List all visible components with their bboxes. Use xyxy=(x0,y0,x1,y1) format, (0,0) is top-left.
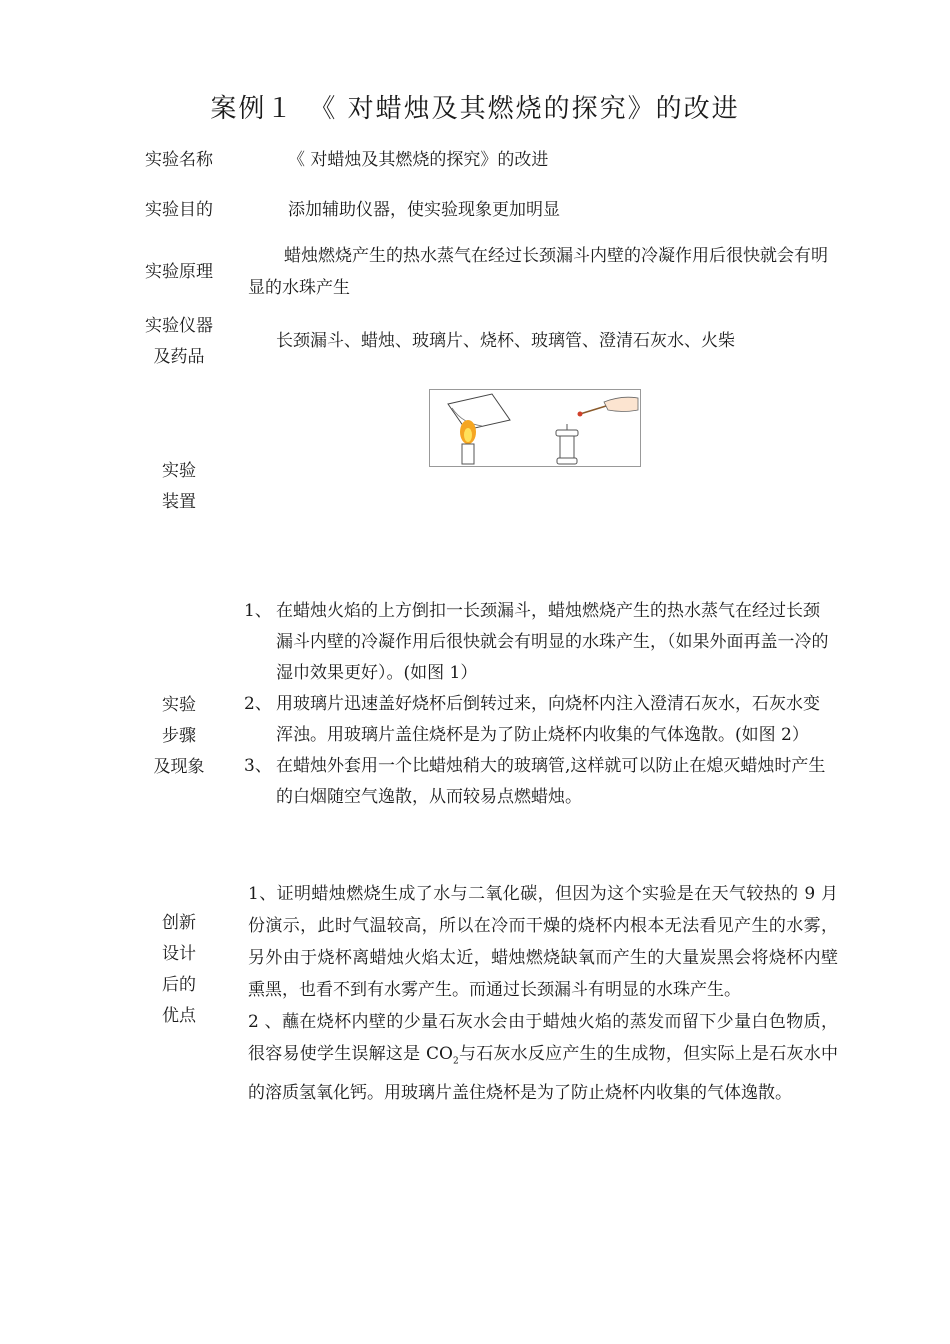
step-item-3 xyxy=(244,751,834,813)
label-steps-line2: 步骤 xyxy=(162,726,196,746)
candle-with-cover-figure xyxy=(448,394,510,464)
page-title: 案例１ 《 对蜡烛及其燃烧的探究》的改进 xyxy=(210,94,740,124)
steps-list xyxy=(244,596,834,813)
advantage-paragraph-2-part-b: 与石灰水反应产生的生成物，但实际上是石灰水中的溶质氢氧化钙。用玻璃片盖住烧杯是为了防止烧杯内收集的气体逸散。 xyxy=(248,1044,838,1104)
label-steps-line1: 实验 xyxy=(162,695,196,715)
label-steps-line3: 及现象 xyxy=(153,757,205,777)
apparatus-figure xyxy=(429,389,641,467)
step-text: 用玻璃片迅速盖好烧杯后倒转过来，向烧杯内注入澄清石灰水，石灰水变浑浊。用玻璃片盖住烧杯是为了防止烧杯内收集的气体逸散。(如图 2） xyxy=(276,694,820,745)
advantage-paragraph-2-part-a: 2 、蘸在烧杯内壁的少量石灰水会由于蜡烛火焰的蒸发而留下少量白色物质，很容易使学生误解这是 CO xyxy=(248,1012,838,1064)
label-instruments xyxy=(124,311,234,373)
instruments-value: 长颈漏斗、蜡烛、玻璃片、烧杯、玻璃管、澄清石灰水、火柴 xyxy=(276,331,735,351)
label-experiment-purpose: 实验目的 xyxy=(145,200,213,220)
step-text: 在蜡烛外套用一个比蜡烛稍大的玻璃管,这样就可以防止在熄灭蜡烛时产生的白烟随空气逸散，从而较易点燃蜡烛。 xyxy=(276,756,826,807)
label-instruments-line1: 实验仪器 xyxy=(145,316,213,336)
label-setup xyxy=(124,456,234,518)
co2-subscript: 2 xyxy=(452,1056,459,1067)
candle-with-match-figure xyxy=(556,397,638,464)
step-text: 在蜡烛火焰的上方倒扣一长颈漏斗，蜡烛燃烧产生的热水蒸气在经过长颈漏斗内壁的冷凝作用后很快就会有明显的水珠产生，（如果外面再盖一冷的湿巾效果更好）。(如图 1） xyxy=(276,601,829,683)
experiment-purpose-value: 添加辅助仪器，使实验现象更加明显 xyxy=(288,200,560,220)
apparatus-drawing xyxy=(430,390,640,466)
label-experiment-principle: 实验原理 xyxy=(145,262,213,282)
step-item-2 xyxy=(244,689,834,751)
label-instruments-line2: 及药品 xyxy=(153,347,205,367)
label-setup-line1: 实验 xyxy=(162,461,196,481)
label-setup-line2: 装置 xyxy=(162,492,196,512)
advantage-paragraph-2 xyxy=(248,1006,838,1109)
step-number: 1、 xyxy=(244,601,272,621)
label-advantages xyxy=(124,908,234,1032)
experiment-principle-value: 蜡烛燃烧产生的热水蒸气在经过长颈漏斗内壁的冷凝作用后很快就会有明显的水珠产生 xyxy=(248,246,828,298)
step-number: 2、 xyxy=(244,694,272,714)
label-advantages-line1: 创新 xyxy=(162,913,196,933)
label-steps xyxy=(124,690,234,783)
step-item-1 xyxy=(244,596,834,689)
advantage-paragraph-1: 1、证明蜡烛燃烧生成了水与二氧化碳，但因为这个实验是在天气较热的 9 月份演示，此时气温较高，所以在冷而干燥的烧杯内根本无法看见产生的水雾，另外由于烧杯离蜡烛火焰太近，蜡烛燃烧缺氧而产生的大量炭黑会将烧杯内壁熏黑，也看不到有水雾产生。而通过长颈漏斗有明显的水珠产生。 xyxy=(248,884,838,1000)
label-advantages-line4: 优点 xyxy=(162,1006,196,1026)
label-advantages-line2: 设计 xyxy=(162,944,196,964)
experiment-name-value: 《 对蜡烛及其燃烧的探究》的改进 xyxy=(288,150,549,170)
step-number: 3、 xyxy=(244,756,272,776)
label-advantages-line3: 后的 xyxy=(162,975,196,995)
advantages-text xyxy=(248,878,838,1109)
label-experiment-name: 实验名称 xyxy=(145,150,213,170)
